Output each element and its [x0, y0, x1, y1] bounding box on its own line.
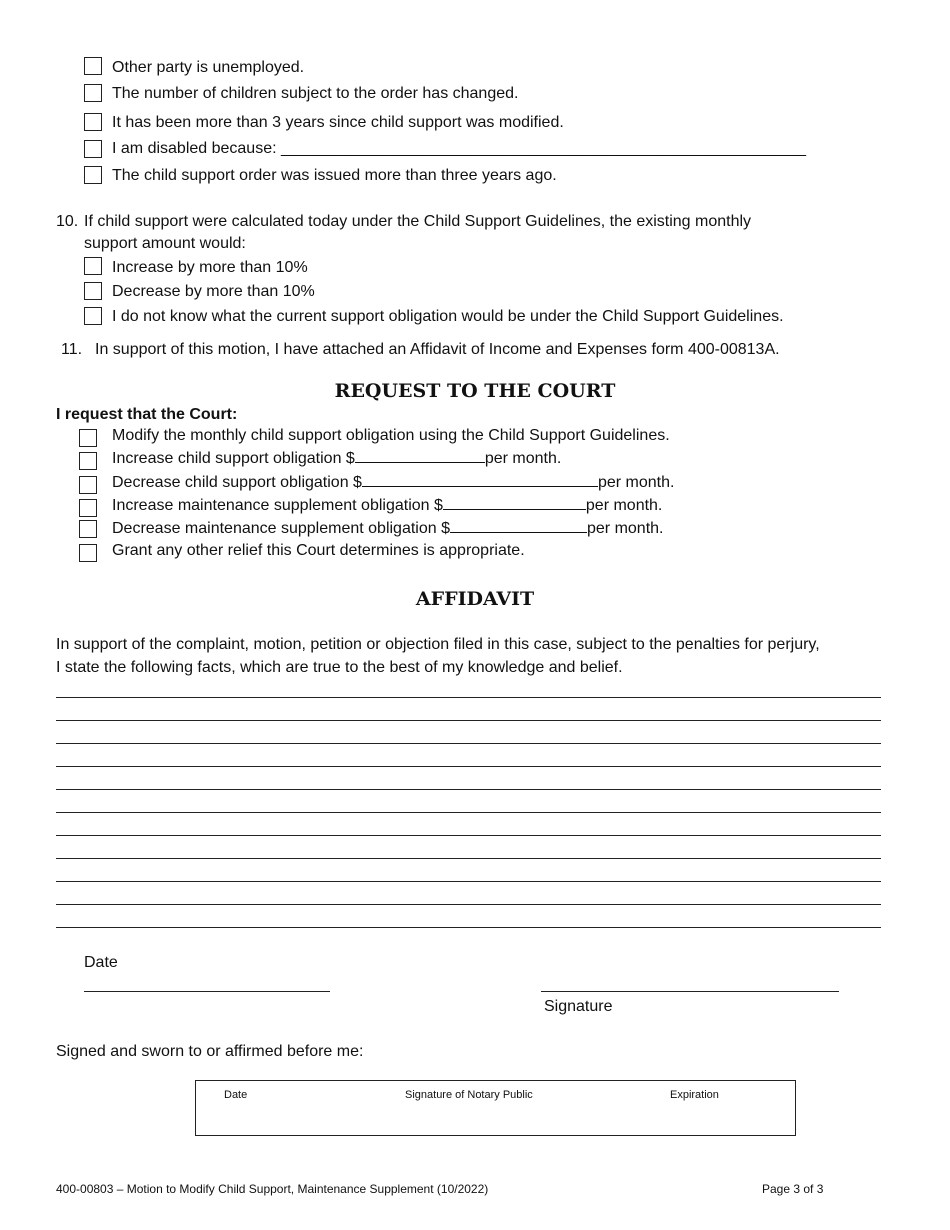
checkbox-order-three-years[interactable] — [84, 166, 102, 184]
item-10-text-line1: If child support were calculated today under the Child Support Guidelines, the existing monthly — [84, 213, 752, 230]
per-month-label: per month. — [587, 520, 664, 537]
affidavit-line[interactable] — [56, 812, 881, 813]
increase-ms-label: Increase maintenance supplement obligation $ — [112, 497, 443, 514]
per-month-label: per month. — [597, 474, 675, 491]
footer-form-title: 400-00803 – Motion to Modify Child Support, Maintenance Supplement (10/2022) — [56, 1182, 489, 1196]
affidavit-text-line1: In support of the complaint, motion, petition or objection filed in this case, subject to the penalties for perjury, — [56, 636, 820, 653]
date-label: Date — [84, 954, 118, 971]
decrease-ms-label: Decrease maintenance supplement obligation $ — [112, 520, 450, 537]
reason-label: The number of children subject to the order has changed. — [112, 85, 519, 102]
reason-label: Other party is unemployed. — [112, 59, 305, 76]
checkbox-three-years-modified[interactable] — [84, 113, 102, 131]
checkbox-children-changed[interactable] — [84, 84, 102, 102]
item-11-text: In support of this motion, I have attached an Affidavit of Income and Expenses form 400-00813A. — [95, 341, 780, 358]
signature-line[interactable] — [541, 991, 839, 992]
checkbox-decrease-cs[interactable] — [79, 476, 97, 494]
decrease-cs-amount-field[interactable] — [362, 472, 598, 487]
date-line[interactable] — [84, 991, 330, 992]
reason-label: It has been more than 3 years since child support was modified. — [112, 114, 564, 131]
affidavit-line[interactable] — [56, 835, 881, 836]
request-intro: I request that the Court: — [56, 406, 238, 423]
affidavit-line[interactable] — [56, 927, 881, 928]
item-11-number: 11. — [61, 341, 83, 358]
notary-expiration-label: Expiration — [670, 1089, 719, 1101]
notary-date-label: Date — [224, 1089, 248, 1101]
affidavit-line[interactable] — [56, 697, 881, 698]
notary-signature-label: Signature of Notary Public — [405, 1089, 533, 1101]
checkbox-decrease-ms[interactable] — [79, 520, 97, 538]
reason-label-disabled: I am disabled because: ___________________________________________________________ — [112, 140, 806, 157]
affidavit-line[interactable] — [56, 881, 881, 882]
option-label: Increase by more than 10% — [112, 259, 308, 276]
per-month-label: per month. — [585, 497, 663, 514]
checkbox-other-party-unemployed[interactable] — [84, 57, 102, 75]
increase-cs-label: Increase child support obligation $ — [112, 450, 355, 467]
per-month-label: per month. — [484, 450, 562, 467]
signature-label: Signature — [544, 998, 613, 1015]
item-10-text-line2: support amount would: — [84, 235, 246, 252]
checkbox-disabled[interactable] — [84, 140, 102, 158]
decrease-cs-label: Decrease child support obligation $ — [112, 474, 362, 491]
increase-cs-amount-field[interactable] — [355, 448, 485, 463]
checkbox-unknown[interactable] — [84, 307, 102, 325]
checkbox-decrease-10[interactable] — [84, 282, 102, 300]
footer-page-number: Page 3 of 3 — [762, 1182, 824, 1196]
affidavit-line[interactable] — [56, 904, 881, 905]
affidavit-line[interactable] — [56, 789, 881, 790]
option-label: Decrease by more than 10% — [112, 283, 315, 300]
increase-ms-amount-field[interactable] — [443, 495, 586, 510]
decrease-ms-row — [112, 518, 663, 539]
affidavit-line[interactable] — [56, 766, 881, 767]
affidavit-line[interactable] — [56, 858, 881, 859]
affidavit-text-line2: I state the following facts, which are true to the best of my knowledge and belief. — [56, 659, 623, 676]
sworn-statement: Signed and sworn to or affirmed before me: — [56, 1043, 364, 1060]
increase-ms-row — [112, 495, 662, 516]
reason-label: The child support order was issued more than three years ago. — [112, 167, 557, 184]
decrease-cs-row — [112, 472, 674, 493]
affidavit-line[interactable] — [56, 743, 881, 744]
affidavit-line[interactable] — [56, 720, 881, 721]
item-10-number: 10. — [56, 213, 79, 230]
request-other-label: Grant any other relief this Court determines is appropriate. — [112, 542, 525, 559]
increase-cs-row — [112, 448, 561, 469]
request-heading: REQUEST TO THE COURT — [334, 380, 616, 402]
decrease-ms-amount-field[interactable] — [450, 518, 587, 533]
affidavit-heading: AFFIDAVIT — [415, 588, 535, 610]
checkbox-modify[interactable] — [79, 429, 97, 447]
checkbox-increase-ms[interactable] — [79, 499, 97, 517]
request-modify-label: Modify the monthly child support obligation using the Child Support Guidelines. — [112, 427, 670, 444]
checkbox-increase-cs[interactable] — [79, 452, 97, 470]
option-label: I do not know what the current support obligation would be under the Child Support Guidelines. — [112, 308, 784, 325]
checkbox-other-relief[interactable] — [79, 544, 97, 562]
checkbox-increase-10[interactable] — [84, 257, 102, 275]
